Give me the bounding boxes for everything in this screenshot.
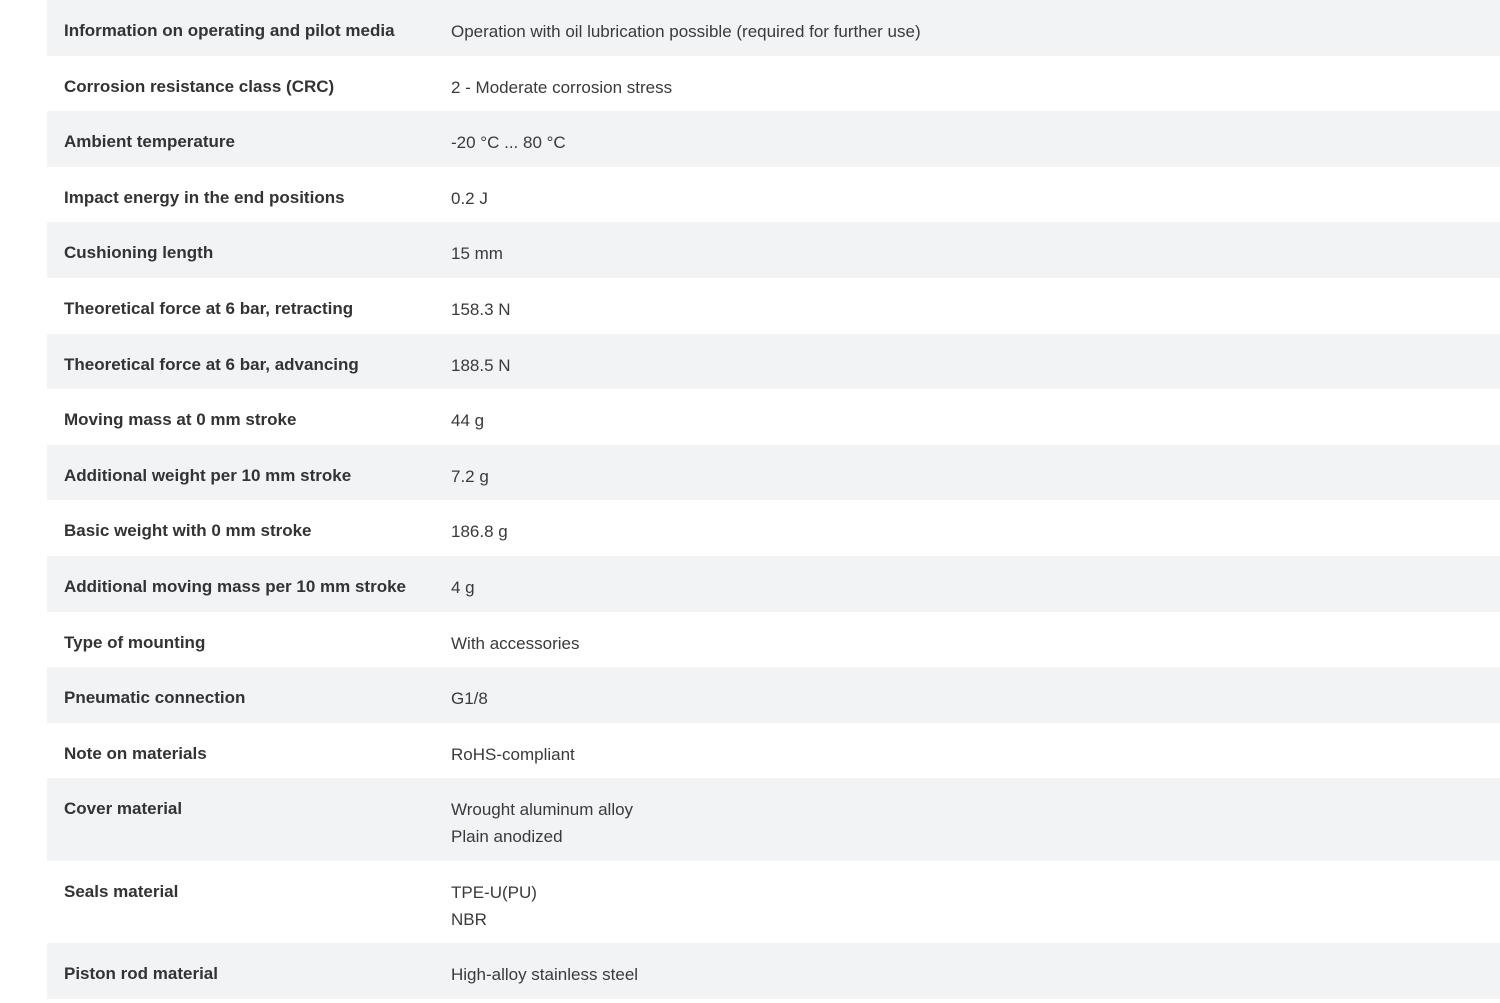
spec-value-line: Plain anodized [451, 827, 563, 847]
spec-label: Theoretical force at 6 bar, advancing [64, 354, 359, 374]
spec-row [47, 334, 1500, 390]
spec-label: Cushioning length [64, 243, 214, 263]
spec-row [47, 556, 1500, 612]
spec-value-line: High-alloy stainless steel [451, 965, 639, 985]
spec-row [47, 943, 1500, 999]
spec-value-line: NBR [451, 909, 487, 929]
spec-value-line: TPE-U(PU) [451, 882, 537, 902]
spec-label: Additional moving mass per 10 mm stroke [64, 576, 406, 596]
spec-value [451, 278, 1500, 323]
spec-label: Type of mounting [64, 632, 206, 652]
spec-value [451, 556, 1500, 601]
spec-value [451, 500, 1500, 545]
spec-label: Ambient temperature [64, 132, 235, 152]
spec-value-line: G1/8 [451, 689, 488, 709]
spec-row [47, 861, 1500, 943]
spec-row [47, 667, 1500, 723]
spec-value-line: 44 g [451, 411, 485, 431]
spec-value [451, 723, 1500, 768]
spec-value-line: 188.5 N [451, 355, 511, 375]
spec-value-line: Wrought aluminum alloy [451, 800, 634, 820]
spec-label: Additional weight per 10 mm stroke [64, 465, 352, 485]
spec-value [451, 389, 1500, 434]
spec-value [451, 778, 1500, 850]
spec-row [47, 167, 1500, 223]
spec-row [47, 111, 1500, 167]
spec-row [47, 445, 1500, 501]
spec-value [451, 56, 1500, 101]
spec-value [451, 167, 1500, 212]
spec-row [47, 278, 1500, 334]
spec-table [47, 0, 1500, 999]
spec-label: Piston rod material [64, 964, 218, 984]
spec-value-line: -20 °C ... 80 °C [451, 133, 566, 153]
spec-value-line: Operation with oil lubrication possible (required for further use) [451, 22, 921, 41]
spec-value-line: 158.3 N [451, 299, 511, 319]
spec-value-line: 15 mm [451, 244, 503, 264]
spec-label: Pneumatic connection [64, 688, 246, 708]
spec-row [47, 222, 1500, 278]
spec-value-line: With accessories [451, 633, 580, 653]
spec-value-line: 7.2 g [451, 466, 489, 486]
spec-label: Cover material [64, 799, 183, 819]
spec-value [451, 0, 1500, 45]
spec-value [451, 222, 1500, 267]
spec-row [47, 500, 1500, 556]
spec-value [451, 612, 1500, 657]
spec-value-line: 4 g [451, 577, 475, 597]
spec-label: Theoretical force at 6 bar, retracting [64, 298, 354, 318]
spec-label: Impact energy in the end positions [64, 187, 345, 207]
spec-row [47, 778, 1500, 860]
spec-label: Note on materials [64, 743, 207, 763]
spec-value [451, 334, 1500, 379]
spec-row [47, 723, 1500, 779]
spec-label: Information on operating and pilot media [64, 21, 395, 40]
spec-value-line: 2 - Moderate corrosion stress [451, 77, 673, 97]
spec-label: Corrosion resistance class (CRC) [64, 76, 335, 96]
spec-value [451, 667, 1500, 712]
spec-value-line: 0.2 J [451, 188, 488, 208]
spec-row [47, 0, 1500, 56]
spec-label: Seals material [64, 881, 179, 901]
spec-row [47, 612, 1500, 668]
spec-value [451, 111, 1500, 156]
spec-row [47, 389, 1500, 445]
spec-value [451, 861, 1500, 933]
spec-value-line: 186.8 g [451, 522, 508, 542]
spec-row [47, 56, 1500, 112]
spec-value [451, 943, 1500, 988]
spec-label: Moving mass at 0 mm stroke [64, 410, 297, 430]
spec-label: Basic weight with 0 mm stroke [64, 521, 312, 541]
spec-value-line: RoHS-compliant [451, 744, 575, 764]
spec-value [451, 445, 1500, 490]
